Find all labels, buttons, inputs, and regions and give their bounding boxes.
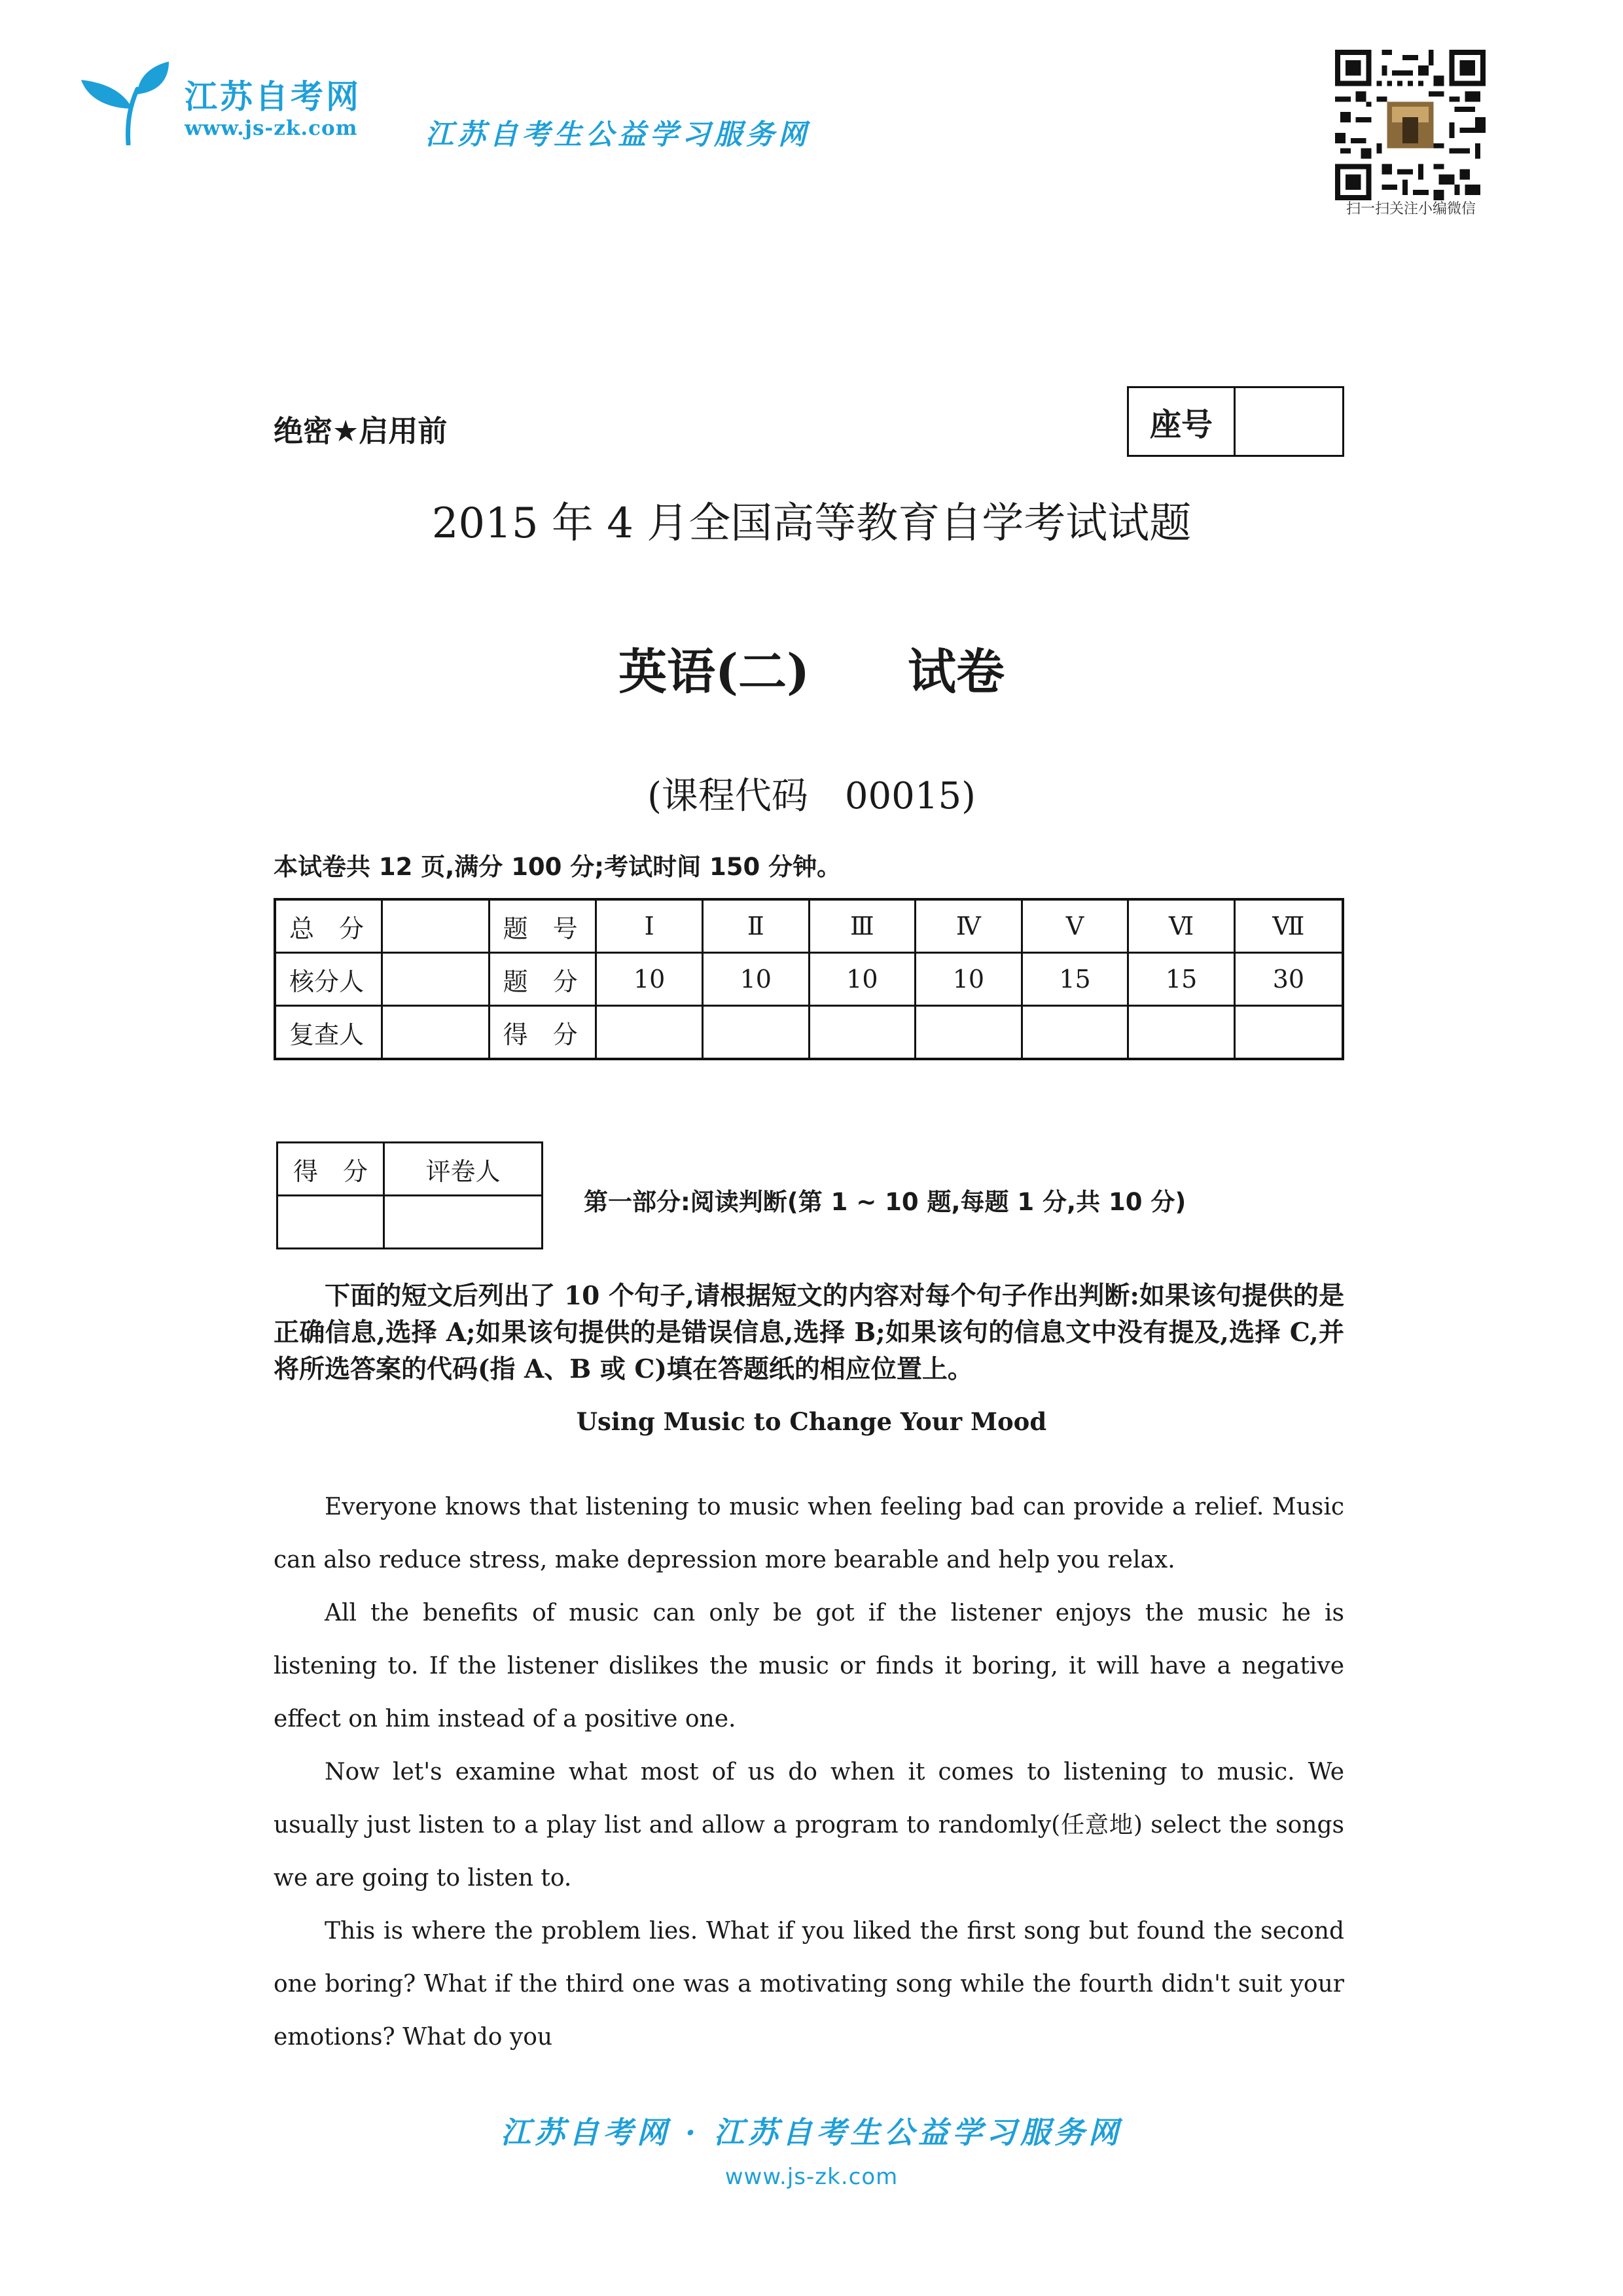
row-label: 题 分 xyxy=(489,953,596,1006)
table-cell xyxy=(382,1006,489,1060)
footer-url: www.js-zk.com xyxy=(724,2164,899,2190)
logo-url: www.js-zk.com xyxy=(185,117,358,140)
score-cell xyxy=(809,1006,916,1060)
score-cell xyxy=(702,1006,809,1060)
logo-name: 江苏自考网 xyxy=(185,78,361,116)
row-label: 得 分 xyxy=(489,1006,596,1060)
grader-table xyxy=(276,1141,543,1249)
table-row xyxy=(277,1196,543,1249)
row-label: 复查人 xyxy=(275,1006,382,1060)
grader-label: 评卷人 xyxy=(384,1143,543,1196)
passage-paragraph: All the benefits of music can only be got if the listener enjoys the music he is listening to. If the listener dislikes the music or finds it boring, it will have a negative effect on him instead of a positive one. xyxy=(274,1600,1344,1732)
grader-cell xyxy=(384,1196,543,1249)
question-points: 15 xyxy=(1128,953,1235,1006)
exam-title: 2015 年 4 月全国高等教育自学考试试题 xyxy=(431,499,1192,548)
score-cell xyxy=(596,1006,703,1060)
part1-heading: 第一部分:阅读判断(第 1 ~ 10 题,每题 1 分,共 10 分) xyxy=(584,1188,1186,1216)
table-row xyxy=(275,1006,1343,1060)
question-points: 15 xyxy=(1022,953,1128,1006)
score-label: 得 分 xyxy=(277,1143,384,1196)
question-number: Ⅴ xyxy=(1022,899,1128,953)
table-cell xyxy=(382,953,489,1006)
row-label: 核分人 xyxy=(275,953,382,1006)
exam-subject xyxy=(0,634,1623,703)
passage xyxy=(274,1480,1344,2064)
question-number: Ⅱ xyxy=(702,899,809,953)
row-label: 题 号 xyxy=(489,899,596,953)
score-cell xyxy=(1022,1006,1128,1060)
score-cell xyxy=(277,1196,384,1249)
question-points: 10 xyxy=(916,953,1022,1006)
table-row xyxy=(275,953,1343,1006)
qr-caption: 扫一扫关注小编微信 xyxy=(1346,201,1476,217)
subject-name: 英语(二) xyxy=(618,644,810,700)
row-label: 总 分 xyxy=(275,899,382,953)
question-points: 30 xyxy=(1234,953,1343,1006)
logo-leaf-icon xyxy=(77,60,175,145)
question-number: Ⅲ xyxy=(809,899,916,953)
score-cell xyxy=(1128,1006,1235,1060)
header-slogan: 江苏自考生公益学习服务网 xyxy=(425,118,810,151)
table-row xyxy=(277,1143,543,1196)
question-points: 10 xyxy=(596,953,703,1006)
instructions xyxy=(274,1278,1344,1388)
question-points: 10 xyxy=(809,953,916,1006)
course-code: (课程代码 00015) xyxy=(647,775,976,817)
seat-number-field xyxy=(1236,388,1342,455)
passage-paragraph: Everyone knows that listening to music when feeling bad can provide a relief. Music can also reduce stress, make depression more bearable and help you relax. xyxy=(274,1494,1344,1573)
score-table xyxy=(274,898,1344,1060)
passage-paragraph: This is where the problem lies. What if you liked the first song but found the second one boring? What if the third one was a motivating song while the fourth didn't suit your emotions? What do you xyxy=(274,1918,1344,2051)
question-points: 10 xyxy=(702,953,809,1006)
secret-mark: 绝密★启用前 xyxy=(274,414,448,448)
passage-title: Using Music to Change Your Mood xyxy=(576,1407,1047,1436)
question-number: Ⅳ xyxy=(916,899,1022,953)
seat-label: 座号 xyxy=(1129,388,1236,455)
table-row xyxy=(275,899,1343,953)
question-number: Ⅵ xyxy=(1128,899,1235,953)
seat-number-box xyxy=(1127,386,1344,457)
instructions-text: 下面的短文后列出了 10 个句子,请根据短文的内容对每个句子作出判断:如果该句提供的是正确信息,选择 A;如果该句提供的是错误信息,选择 B;如果该句的信息文中没有提及,选择 C,并将所选答案的代码(指 A、B 或 C)填在答题纸的相应位置上。 xyxy=(274,1281,1344,1384)
question-number: Ⅶ xyxy=(1234,899,1343,953)
paper-label: 试卷 xyxy=(908,644,1005,700)
passage-paragraph: Now let's examine what most of us do when it comes to listening to music. We usually just listen to a play list and allow a program to randomly(任意地) select the songs we are going to listen to. xyxy=(274,1759,1344,1892)
table-cell xyxy=(382,899,489,953)
score-cell xyxy=(1234,1006,1343,1060)
exam-info: 本试卷共 12 页,满分 100 分;考试时间 150 分钟。 xyxy=(274,853,842,881)
question-number: Ⅰ xyxy=(596,899,703,953)
qr-code-icon xyxy=(1335,50,1486,200)
footer-slogan: 江苏自考网 · 江苏自考生公益学习服务网 xyxy=(500,2115,1123,2150)
score-cell xyxy=(916,1006,1022,1060)
